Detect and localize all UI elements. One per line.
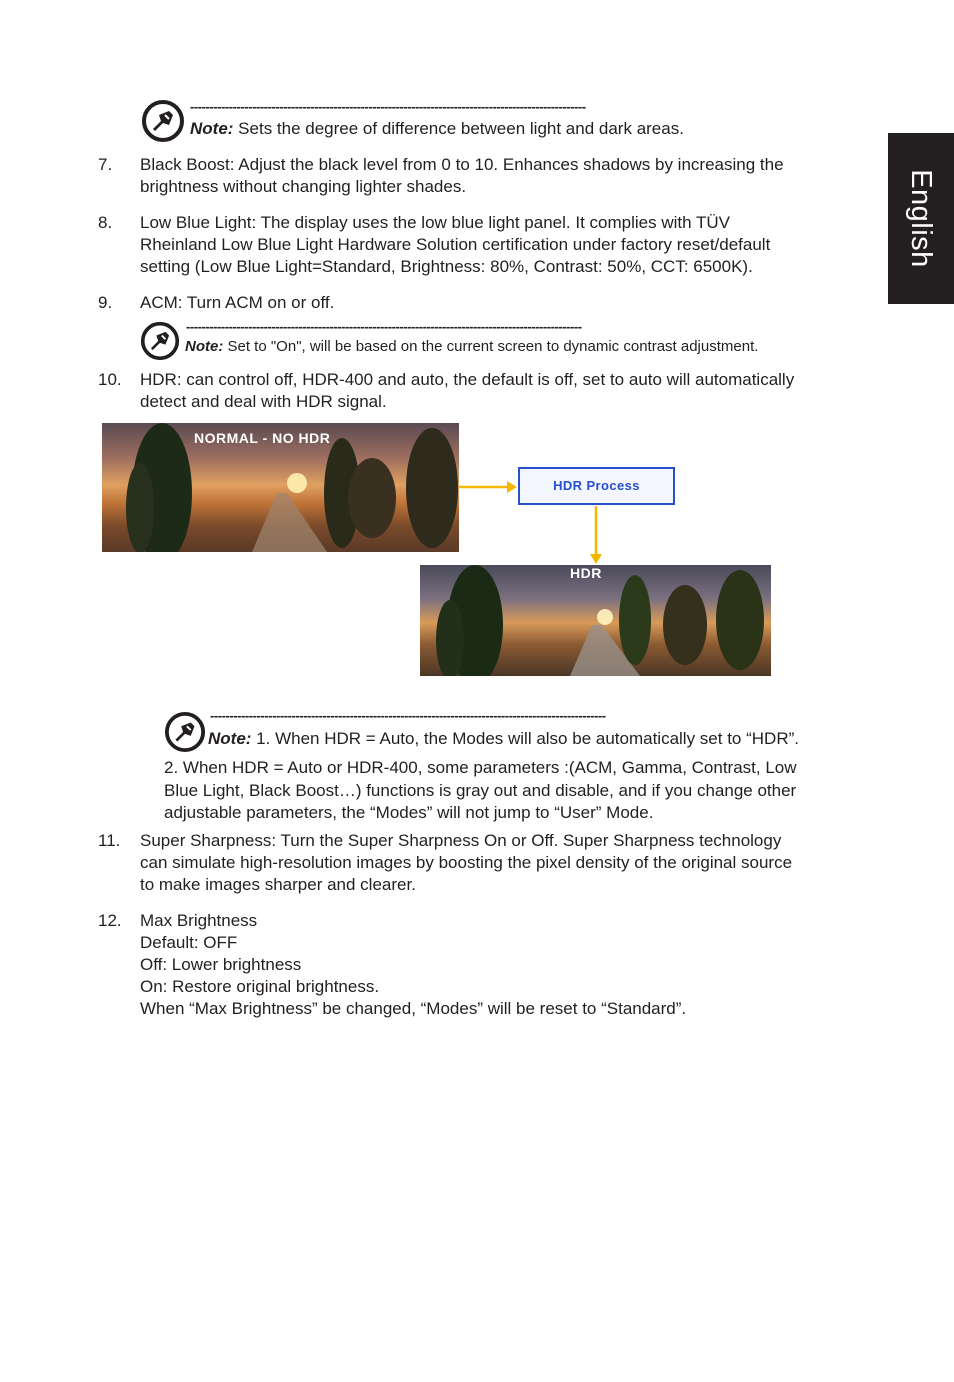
item-number: 8. [98,213,113,232]
item-line: detect and deal with HDR signal. [140,392,387,411]
note-divider: ------------------------------------------------------------------------------------------------------ [186,320,582,334]
note-contrast [190,118,684,140]
note-divider: ------------------------------------------------------------------------------------------------------ [210,709,606,723]
item-number: 9. [98,293,113,312]
note-acm [185,336,758,358]
note-line: Blue Light, Black Boost…) functions is gray out and disable, and if you change other [164,780,797,800]
note-hdr-1-text: 1. When HDR = Auto, the Modes will also be automatically set to “HDR”. [251,729,799,748]
item-line: When “Max Brightness” be changed, “Modes” will be reset to “Standard”. [140,999,687,1018]
note-icon [164,711,206,753]
language-tab [888,133,954,304]
note-line: 2. When HDR = Auto or HDR-400, some parameters :(ACM, Gamma, Contrast, Low [164,758,797,777]
item-number: 10. [98,370,122,389]
language-tab-label: English [905,169,937,268]
item-line: setting (Low Blue Light=Standard, Brightness: 80%, Contrast: 50%, CCT: 6500K). [140,257,753,276]
note-acm-text: Set to "On", will be based on the current screen to dynamic contrast adjustment. [223,338,759,355]
note-label: Note: [185,338,224,355]
note-label: Note: [208,729,252,748]
arrow-right [459,477,519,497]
item-line: Max Brightness [140,911,258,930]
item-line: can simulate high-resolution images by boosting the pixel density of the original source [140,853,793,872]
item-line: Black Boost: Adjust the black level from 0 to 10. Enhances shadows by increasing the [140,155,784,174]
note-hdr-2 [164,757,864,825]
item-line: Default: OFF [140,933,238,952]
item-line: Off: Lower brightness [140,955,302,974]
normal-photo [102,423,459,552]
note-line: adjustable parameters, the “Modes” will not jump to “User” Mode. [164,803,654,822]
arrow-down [586,506,606,566]
note-label: Note: [190,119,234,138]
hdr-process-box: HDR Process [518,467,675,505]
item-line: HDR: can control off, HDR-400 and auto, the default is off, set to auto will automatically [140,370,795,389]
item-line: Rheinland Low Blue Light Hardware Solution certification under factory reset/default [140,235,771,254]
item-line: Low Blue Light: The display uses the low blue light panel. It complies with TÜV [140,213,730,232]
item-low-blue-light [140,212,860,278]
item-black-boost [140,154,860,198]
item-number: 7. [98,155,113,174]
item-hdr [140,369,860,413]
item-line: to make images sharper and clearer. [140,875,416,894]
item-super-sharpness [140,830,860,896]
item-max-brightness [140,910,860,1020]
item-line: brightness without changing lighter shades. [140,177,467,196]
item-number: 12. [98,911,122,930]
hdr-caption: HDR [570,565,602,581]
note-divider: ------------------------------------------------------------------------------------------------------ [190,100,586,114]
item-line: On: Restore original brightness. [140,977,380,996]
item-line: Super Sharpness: Turn the Super Sharpness On or Off. Super Sharpness technology [140,831,782,850]
item-acm [140,292,860,314]
hdr-photo [420,565,771,676]
note-icon [141,99,185,143]
normal-caption: NORMAL - NO HDR [194,430,331,446]
note-icon [140,321,180,361]
item-line: ACM: Turn ACM on or off. [140,293,335,312]
note-hdr-1 [208,728,799,750]
note-contrast-text: Sets the degree of difference between light and dark areas. [233,119,684,138]
item-number: 11. [98,831,121,850]
